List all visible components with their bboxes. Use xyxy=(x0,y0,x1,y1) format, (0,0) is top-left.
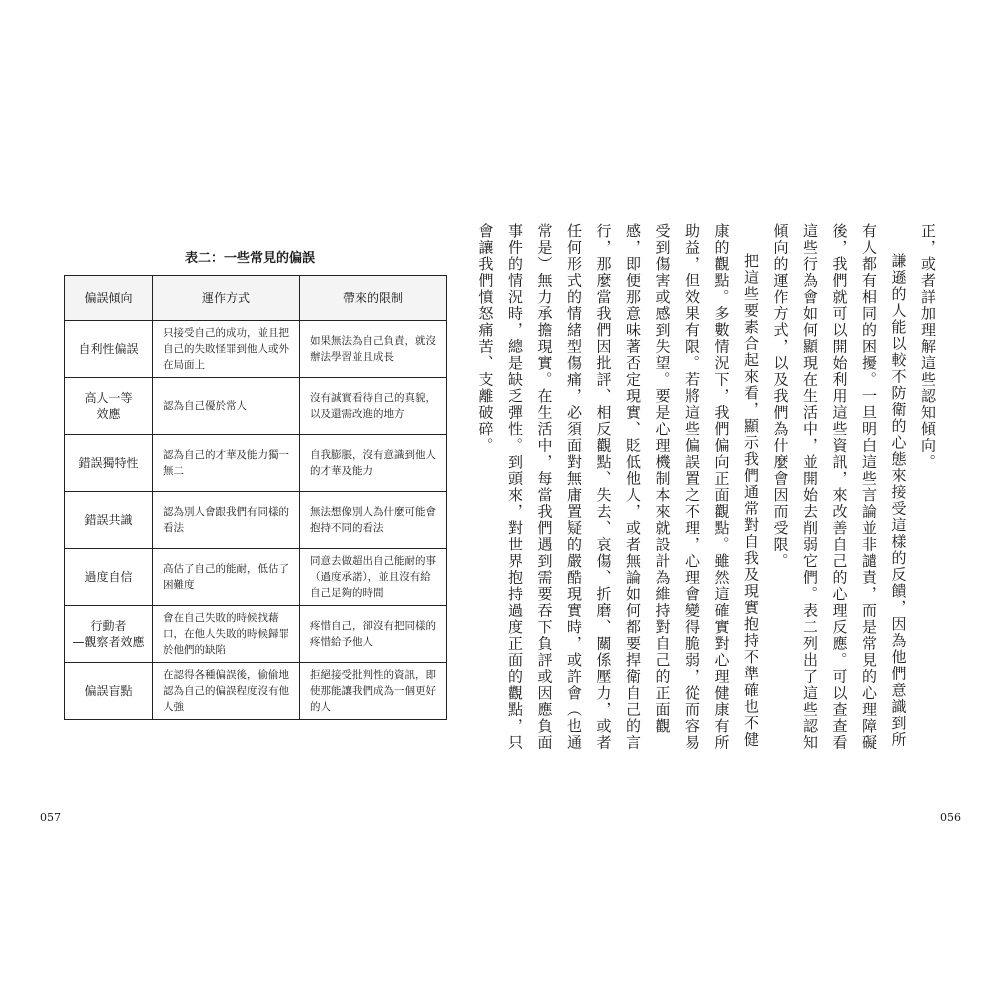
table-row xyxy=(65,378,447,435)
table-row xyxy=(65,663,447,720)
paragraph: 謙遜的人能以較不防衛的心態來接受這樣的反饋，因為他們意識到所有人都有相同的困擾。一旦明白這些言論並非譴責，而是常見的心理障礙後，我們就可以開始利用這些資訊，來改善自己的心理反應。可以查查看這些行為會如何顯現在生活中，並開始去削弱它們。表二列出了這些認知傾向的運作方式，以及我們為什麼會因而受限。 xyxy=(771,223,908,751)
mechanism-cell: 只接受自己的成功，並且把自己的失敗怪罪到他人或外在局面上 xyxy=(153,321,300,378)
limitation-cell: 沒有誠實看待自己的真貌，以及還需改進的地方 xyxy=(300,378,447,435)
table-row xyxy=(65,606,447,663)
header-mechanism: 運作方式 xyxy=(153,276,300,321)
bias-name-cell xyxy=(65,549,153,606)
bias-name: 錯誤獨特性 xyxy=(78,456,139,470)
limitation-cell: 無法想像別人為什麼可能會抱持不同的看法 xyxy=(300,492,447,549)
bias-name-cell xyxy=(65,378,153,435)
mechanism-cell: 會在自己失敗的時候找藉口，在他人失敗的時候歸罪於他們的缺陷 xyxy=(153,606,300,663)
paragraph: 把這些要素合起來看，顯示我們通常對自我及現實抱持不準確也不健康的觀點。多數情況下，我們偏向正面觀點。雖然這確實對心理健康有所助益，但效果有限。若將這些偏誤置之不理，心理會變得脆弱，從而容易受到傷害或感到失望。要是心理機制本來就設計為維持對自己的正面觀感，即便那意味著否定現實、貶低他人，或者無論如何都要捍衛自己的言行，那麼當我們因批評、相反觀點、失去、哀傷、折磨、關係壓力，或者任何形式的情緒型傷痛，必須面對無庸置疑的嚴酷現實時，或許會（也通常是）無力承擔現實。在生活中，每當我們遇到需要吞下負評或因應負面事件的情況時，總是缺乏彈性。到頭來，對世界抱持過度正面的觀點，只會讓我們憤怒痛苦、支離破碎。 xyxy=(476,223,760,751)
page-number: 056 xyxy=(940,811,961,824)
bias-name-cell xyxy=(65,435,153,492)
bias-name: 錯誤共識 xyxy=(84,513,133,527)
mechanism-cell: 在認得各種偏誤後，偷偷地認為自己的偏誤程度沒有他人強 xyxy=(153,663,300,720)
bias-name: 自利性偏誤 xyxy=(78,342,139,356)
limitation-cell: 拒絕接受批判性的資訊，即使那能讓我們成為一個更好的人 xyxy=(300,663,447,720)
limitation-cell: 如果無法為自己負責，就沒辦法學習並且成長 xyxy=(300,321,447,378)
bias-name: 偏誤盲點 xyxy=(84,684,133,698)
bias-name-line1: 行動者 xyxy=(90,619,127,633)
table-row xyxy=(65,492,447,549)
mechanism-cell: 認為自己優於常人 xyxy=(153,378,300,435)
paragraph: 正，或者詳加理解這些認知傾向。 xyxy=(919,223,937,471)
limitation-cell: 疼惜自己，卻沒有把同樣的疼惜給予他人 xyxy=(300,606,447,663)
table-title: 表二：一些常見的偏誤 xyxy=(185,251,316,266)
header-bias-tendency: 偏誤傾向 xyxy=(65,276,153,321)
table-row xyxy=(65,435,447,492)
page-number: 057 xyxy=(40,811,61,824)
mechanism-cell: 高估了自己的能耐，低估了困難度 xyxy=(153,549,300,606)
bias-name-line2: —觀察者效應 xyxy=(72,635,145,649)
table-row xyxy=(65,549,447,606)
mechanism-cell: 認為自己的才華及能力獨一無二 xyxy=(153,435,300,492)
bias-name-cell xyxy=(65,663,153,720)
table-row xyxy=(65,321,447,378)
bias-name-cell xyxy=(65,606,153,663)
bias-name: 過度自信 xyxy=(84,570,133,584)
right-page xyxy=(476,0,1000,1000)
bias-name-line2: 效應 xyxy=(96,407,121,421)
table-header-row xyxy=(65,276,447,321)
header-limitation: 帶來的限制 xyxy=(300,276,447,321)
bias-name-cell xyxy=(65,492,153,549)
mechanism-cell: 認為別人會跟我們有同樣的看法 xyxy=(153,492,300,549)
bias-name-line1: 高人一等 xyxy=(84,391,133,405)
bias-name-cell xyxy=(65,321,153,378)
limitation-cell: 自我膨脹，沒有意識到他人的才華及能力 xyxy=(300,435,447,492)
body-text xyxy=(470,223,942,753)
limitation-cell: 同意去做超出自己能耐的事（過度承諾），並且沒有給自己足夠的時間 xyxy=(300,549,447,606)
bias-table xyxy=(64,275,447,720)
